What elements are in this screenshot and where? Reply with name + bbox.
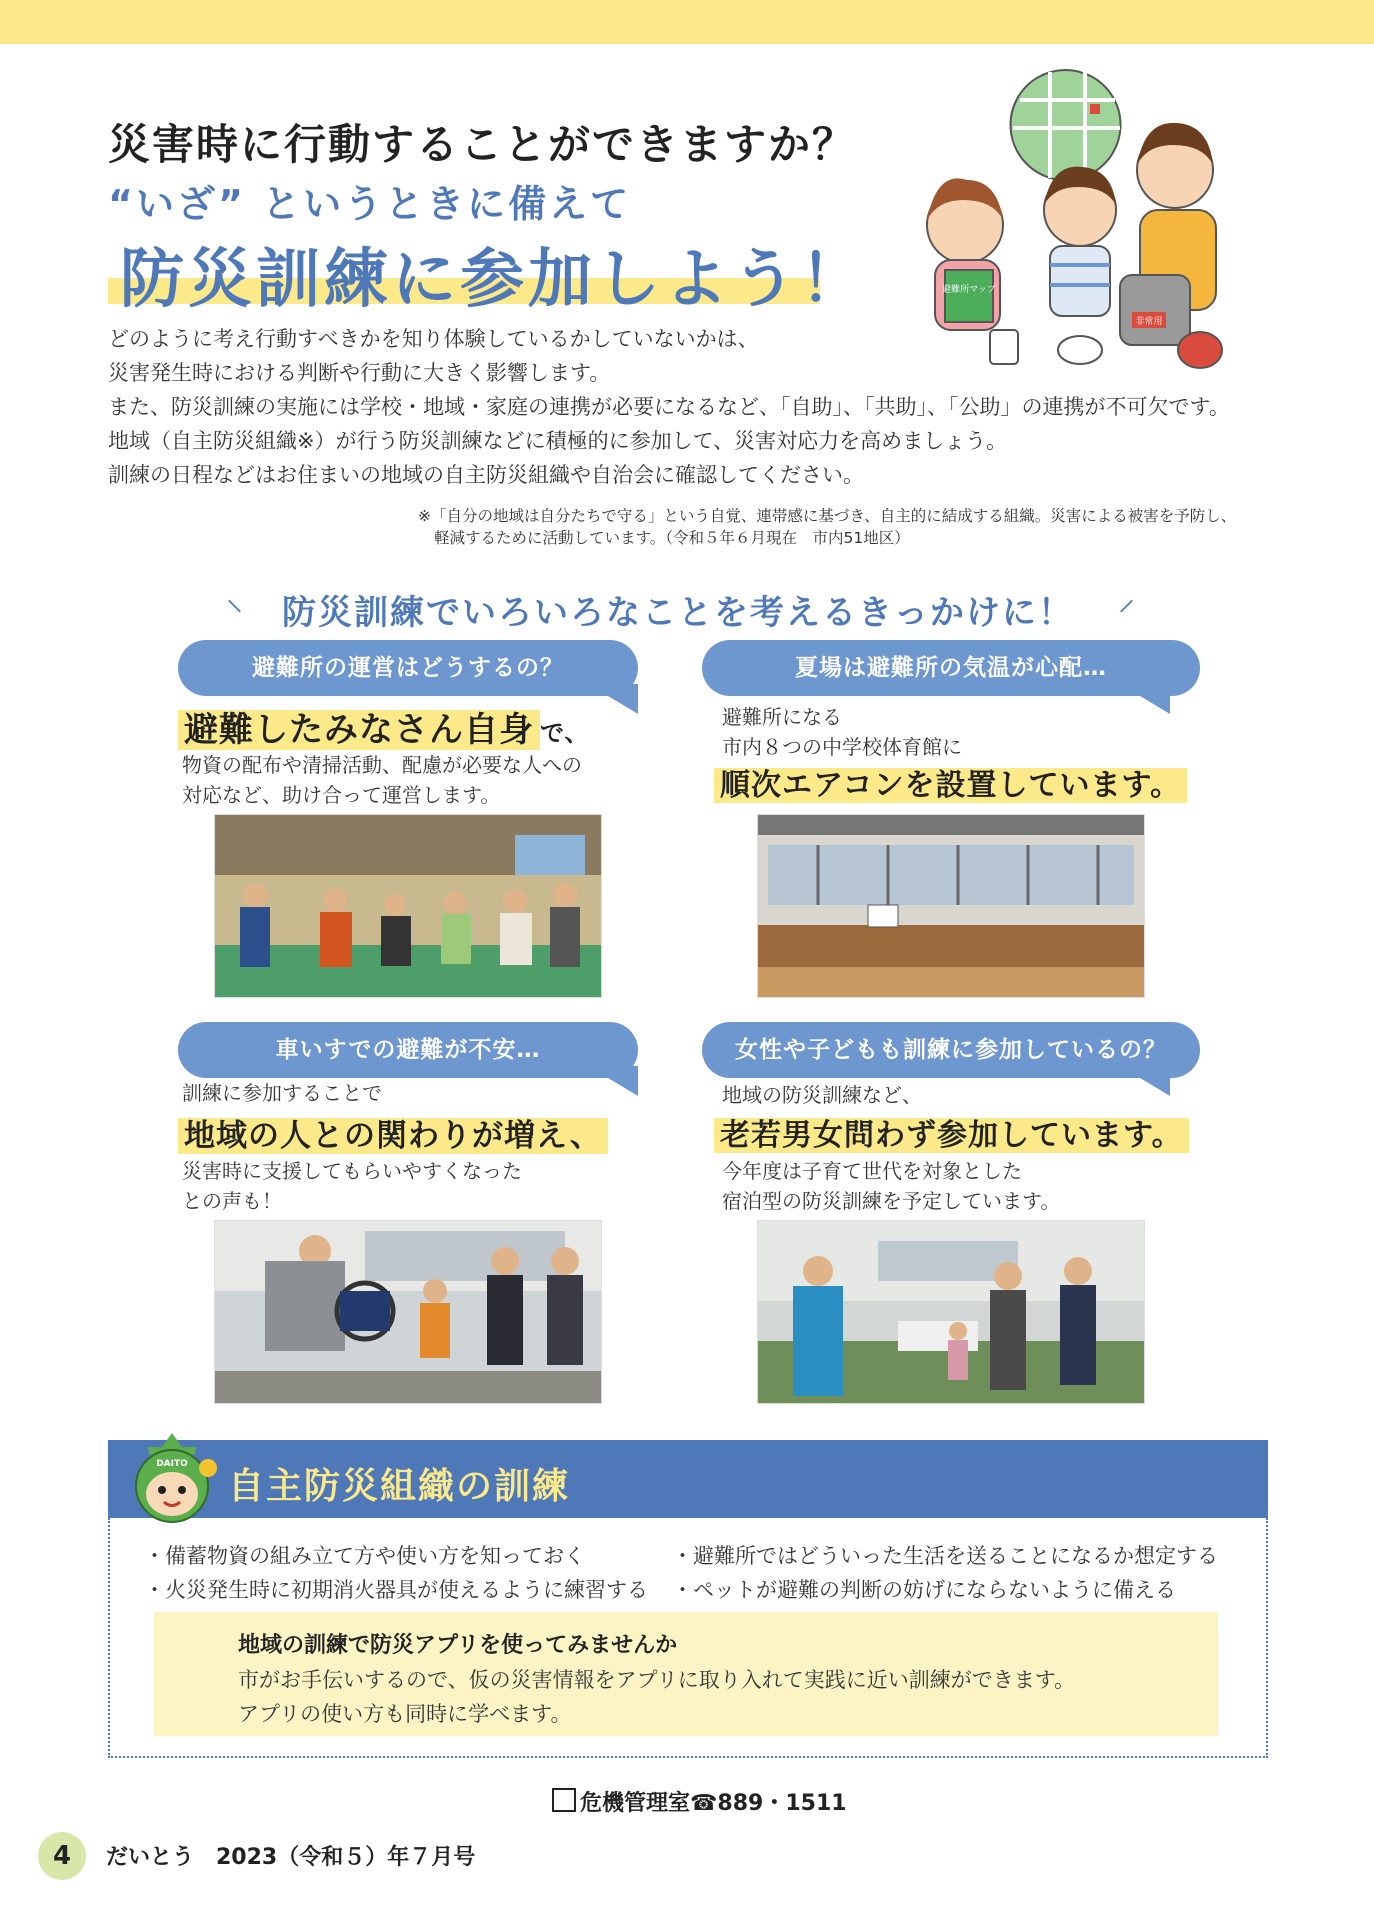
question-bubble: 夏場は避難所の気温が心配… bbox=[702, 640, 1200, 696]
highlight-text: 避難したみなさん自身 で、 bbox=[178, 702, 590, 751]
svg-text:DAITO: DAITO bbox=[156, 1459, 188, 1469]
highlight-text: 老若男女問わず参加しています。 bbox=[714, 1110, 1189, 1154]
main-title: 防災訓練に参加しよう！ bbox=[120, 243, 868, 317]
panel-body-line: 地域の防災訓練など、 bbox=[722, 1083, 922, 1107]
panel-body-line: 宿泊型の防災訓練を予定しています。 bbox=[722, 1189, 1061, 1213]
svg-text:非常用: 非常用 bbox=[1135, 317, 1163, 327]
inquiry-icon bbox=[552, 1788, 576, 1812]
bubble-tail bbox=[588, 684, 638, 714]
footnote-line: 軽減するために活動しています。（令和５年６月現在 市内51地区） bbox=[434, 529, 910, 547]
panel-body-line: 災害時に支援してもらいやすくなった bbox=[182, 1159, 522, 1183]
top-color-bar bbox=[0, 0, 1374, 44]
contact-text: 危機管理室☎889・1511 bbox=[580, 1791, 847, 1816]
app-info-line: アプリの使い方も同時に学べます。 bbox=[238, 1702, 572, 1726]
training-bullet: ・避難所ではどういった生活を送ることになるか想定する bbox=[672, 1544, 1218, 1568]
intro-line: 災害発生時における判断や行動に大きく影響します。 bbox=[108, 361, 611, 385]
section-title: 防災訓練でいろいろなことを考えるきっかけに！ bbox=[282, 593, 1074, 633]
panel-women-children bbox=[700, 1022, 1220, 1422]
app-info-title: 地域の訓練で防災アプリを使ってみませんか bbox=[238, 1633, 678, 1658]
footnote bbox=[418, 505, 1278, 549]
highlight-text: 地域の人との関わりが増え、 bbox=[178, 1110, 608, 1155]
issue-label: だいとう 2023（令和５）年７月号 bbox=[106, 1845, 476, 1870]
intro-line: 訓練の日程などはお住まいの地域の自主防災組織や自治会に確認してください。 bbox=[108, 463, 864, 487]
intro-line: また、防災訓練の実施には学校・地域・家庭の連携が必要になるなど、「自助」、「共助」、「公助」の連携が不可欠です。 bbox=[108, 395, 1230, 419]
training-title: 自主防災組織の訓練 bbox=[228, 1466, 571, 1507]
panel-shelter-operation bbox=[178, 640, 698, 1040]
svg-text:避難所マップ: 避難所マップ bbox=[942, 285, 996, 295]
main-title-block bbox=[108, 228, 868, 317]
bubble-tail bbox=[1120, 684, 1170, 714]
map-bubble-icon bbox=[1011, 70, 1121, 180]
panel-body-line: 物資の配布や清掃活動、配慮が必要な人への bbox=[182, 753, 582, 777]
panel-body-line: 避難所になる bbox=[722, 705, 842, 729]
photo-wheelchair-training bbox=[214, 1220, 602, 1404]
panel-body-line: 今年度は子育て世代を対象とした bbox=[722, 1159, 1022, 1183]
question-bubble: 車いすでの避難が不安… bbox=[178, 1022, 638, 1078]
intro-line: 地域（自主防災組織※）が行う防災訓練などに積極的に参加して、災害対応力を高めましょう。 bbox=[108, 429, 1008, 453]
bubble-tail bbox=[1120, 1066, 1170, 1096]
intro-text bbox=[108, 322, 1268, 492]
mascot-icon bbox=[122, 1428, 222, 1528]
photo-gymnasium bbox=[757, 814, 1145, 998]
footnote-line: ※「自分の地域は自分たちで守る」という自覚、連帯感に基づき、自主的に結成する組織。災害による被害を予防し、 bbox=[418, 507, 1237, 525]
decorative-dashes: ⸍ bbox=[1118, 593, 1135, 633]
page-number: 4 bbox=[38, 1832, 86, 1880]
child-figure bbox=[1044, 167, 1116, 316]
highlight-text: 順次エアコンを設置しています。 bbox=[714, 760, 1187, 804]
training-bullet: ・備蓄物資の組み立て方や使い方を知っておく bbox=[144, 1544, 585, 1568]
question-bubble: 避難所の運営はどうするの？ bbox=[178, 640, 638, 696]
panel-body-line: との声も！ bbox=[182, 1189, 282, 1213]
contact-info bbox=[552, 1786, 847, 1817]
training-bullet: ・ペットが避難の判断の妨げにならないように備える bbox=[672, 1578, 1176, 1602]
panel-wheelchair-evacuation bbox=[178, 1022, 698, 1422]
question-bubble: 女性や子どもも訓練に参加しているの？ bbox=[702, 1022, 1200, 1078]
heading-subtitle: “いざ” というときに備えて bbox=[108, 182, 632, 226]
intro-line: どのように考え行動すべきかを知り体験しているかしていないかは、 bbox=[108, 327, 759, 351]
heading-question: 災害時に行動することができますか？ bbox=[108, 120, 857, 169]
photo-shelter-meeting bbox=[214, 814, 602, 998]
training-bullet: ・火災発生時に初期消火器具が使えるように練習する bbox=[144, 1578, 648, 1602]
bubble-tail bbox=[588, 1066, 638, 1096]
panel-body-line: 対応など、助け合って運営します。 bbox=[182, 783, 501, 807]
app-info-line: 市がお手伝いするので、仮の災害情報をアプリに取り入れて実践に近い訓練ができます。 bbox=[238, 1668, 1076, 1692]
panel-air-conditioning bbox=[700, 640, 1220, 1040]
app-info-box bbox=[154, 1612, 1218, 1736]
decorative-dashes: ⸌ bbox=[226, 593, 243, 633]
photo-family-training bbox=[757, 1220, 1145, 1404]
panel-body-line: 市内８つの中学校体育館に bbox=[722, 735, 962, 759]
panel-body-line: 訓練に参加することで bbox=[182, 1081, 382, 1105]
mother-figure bbox=[927, 178, 1003, 330]
